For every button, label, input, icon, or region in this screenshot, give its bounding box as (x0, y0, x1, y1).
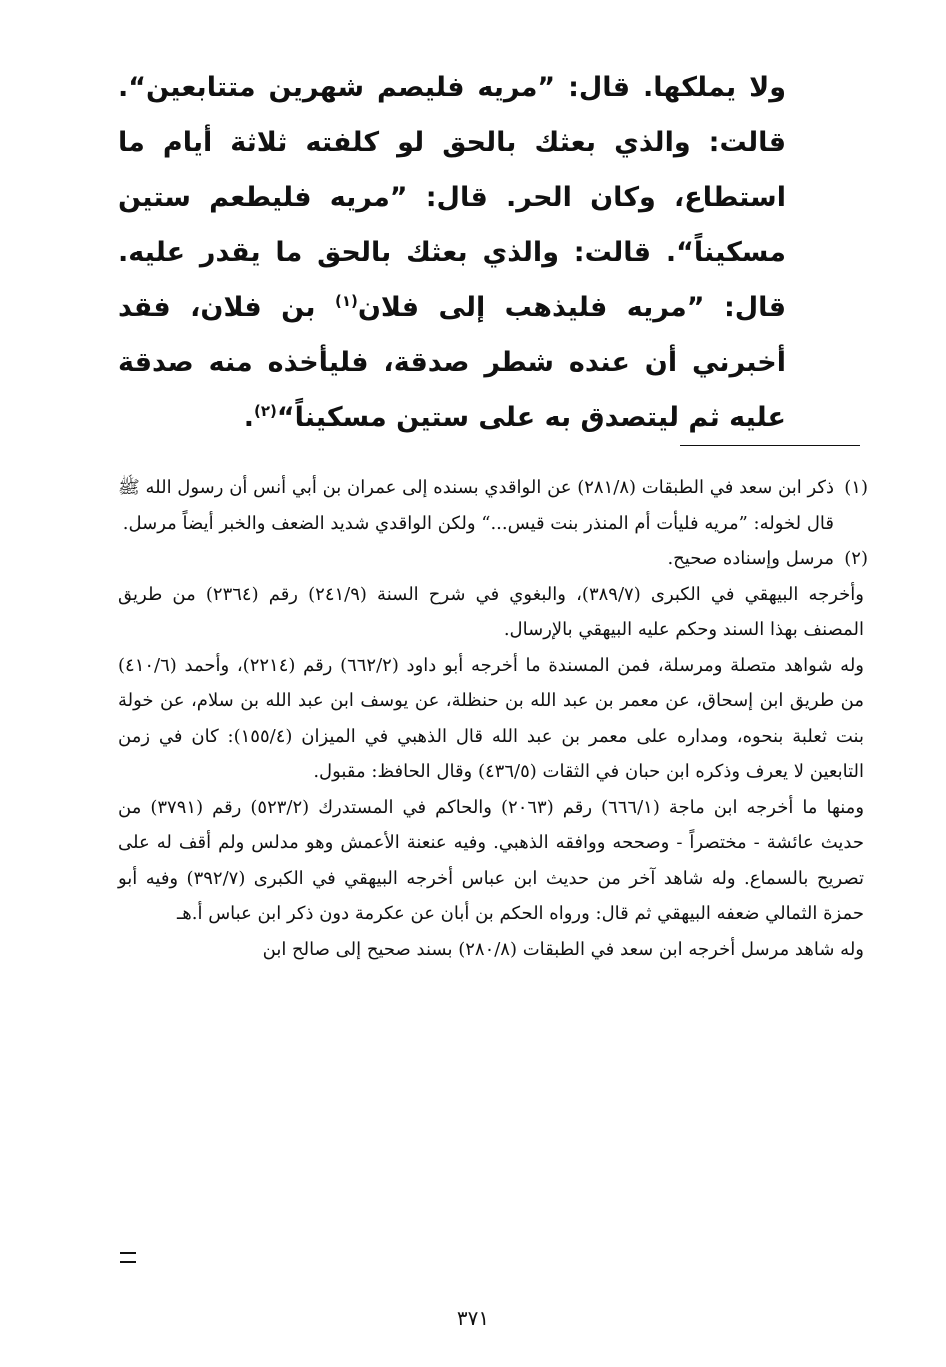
footnote-2-paragraph-1: وأخرجه البيهقي في الكبرى (٣٨٩/٧)، والبغوي في شرح السنة (٢٤١/٩) رقم (٢٣٦٤) من طريق المصنف بهذا السند وحكم عليه البيهقي بالإرسال. (118, 583, 865, 640)
footnote-2-paragraph-4: وله شاهد مرسل أخرجه ابن سعد في الطبقات (٢٨٠/٨) بسند صحيح إلى صالح ابن (262, 938, 864, 960)
footnote-1 (118, 470, 868, 541)
footnote-2 (118, 541, 868, 967)
main-paragraph (118, 60, 786, 445)
footnote-1-text: ذكر ابن سعد في الطبقات (٢٨١/٨) عن الواقدي بسنده إلى عمران بن أبي أنس أن رسول الله ﷺ قال لخوله: ”مريه فليأت أم المنذر بنت قيس...“ ولكن الواقدي شديد الضعف والخبر أيضاً مرسل. (118, 477, 834, 534)
footnotes (118, 470, 868, 967)
page-number: ٣٧١ (456, 1306, 490, 1330)
footnote-ref-1[interactable]: (١) (334, 292, 358, 310)
footnote-2-head (118, 541, 868, 577)
main-text (118, 60, 786, 445)
footnote-1-head (118, 470, 868, 541)
footnote-2-paragraph-2: وله شواهد متصلة ومرسلة، فمن المسندة ما أخرجه أبو داود (٦٦٢/٢) رقم (٢٢١٤)، وأحمد (٤١٠/٦) من طريق ابن إسحاق، عن معمر بن عبد الله بن حنظلة، عن يوسف ابن عبد الله بن سلام، عن خولة بنت ثعلبة بنحوه، ومداره على معمر بن عبد الله قال الذهبي في الميزان (١٥٥/٤): كان في زمن التابعين لا يعرف وذكره ابن حبان في الثقات (٤٣٦/٥) وقال الحافظ: مقبول. (118, 654, 864, 782)
footnote-2-number: (٢) (844, 548, 868, 569)
footnote-2-text: مرسل وإسناده صحيح. (667, 548, 834, 569)
footnote-2-paragraph-3: ومنها ما أخرجه ابن ماجة (٦٦٦/١) رقم (٢٠٦٣) والحاكم في المستدرك (٥٢٣/٢) رقم (٣٧٩١) من حديث عائشة - مختصراً - وصححه ووافقه الذهبي. وفيه عنعنة الأعمش وهو مدلس ولم أقف له على تصريح بالسماع. وله شاهد آخر من حديث ابن عباس أخرجه البيهقي في الكبرى (٣٩٢/٧) وفيه أبو حمزة الثمالي ضعفه البيهقي ثم قال: ورواه الحكم بن أبان عن عكرمة دون ذكر ابن عباس أ.هـ (118, 796, 865, 924)
footnote-separator (680, 445, 860, 446)
main-text-part-1: ولا يملكها. قال: ”مريه فليصم شهرين متتابعين“. قالت: والذي بعثك بالحق لو كلفته ثلاثة أيام ما استطاع، وكان الحر. قال: ”مريه فليطعم ستين مسكيناً“. قالت: والذي بعثك بالحق ما يقدر عليه. قال: ”مريه فليذهب إلى فلان (118, 72, 786, 323)
main-text-part-2: بن فلان، فقد أخبرني أن عنده شطر صدقة، فليأخذه منه صدقة عليه ثم ليتصدق به على ستين مسكيناً“ (118, 292, 786, 433)
footnote-1-number: (١) (844, 477, 868, 498)
main-text-end: . (243, 402, 255, 433)
footnote-ref-2[interactable]: (٢) (254, 402, 277, 420)
continuation-mark (120, 1252, 136, 1263)
